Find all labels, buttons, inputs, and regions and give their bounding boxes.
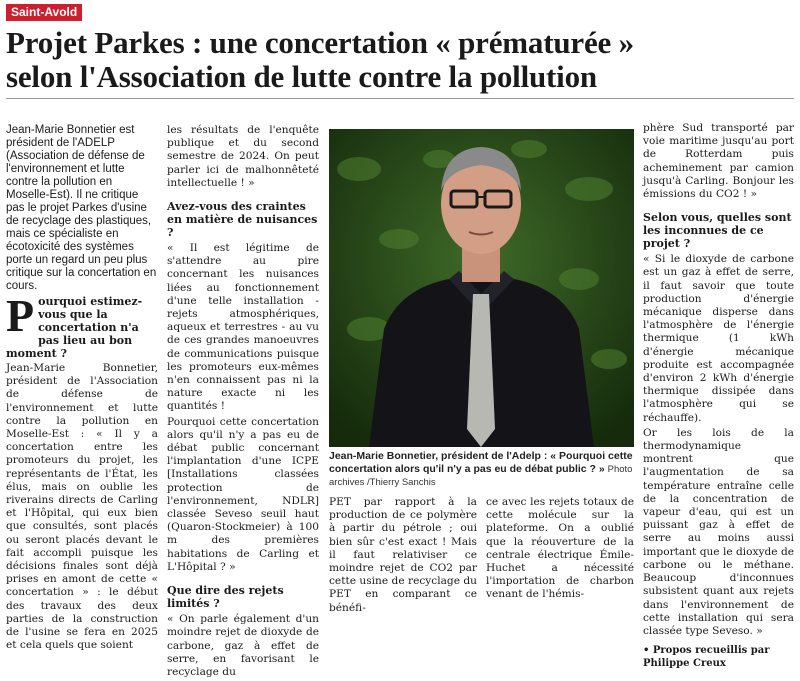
article-column-2 bbox=[167, 124, 319, 681]
answer-3-end: phère Sud transporté par voie maritime jusqu'au port de Rotterdam puis acheminement par camion jusqu'à Carling. Bonjour les émissions du CO2 ! » bbox=[643, 122, 794, 201]
headline-rule bbox=[6, 98, 794, 99]
answer-4: « Si le dioxyde de carbone est un gaz à effet de serre, il faut savoir que toute production d'énergie mécanique disperse dans l'atmosphère de l'énergie thermique (1 kWh d'énergie mécanique produite est accompagnée d'environ 2 kWh d'énergie thermique dissipée dans l'atmosphère qui se réchauffe). bbox=[643, 253, 794, 424]
answer-3: « On parle également d'un moindre rejet de dioxyde de carbone, gaz à effet de serre, en favorisant le recyclage du bbox=[167, 613, 319, 678]
headline-line-1: Projet Parkes : une concertation « prématurée » bbox=[6, 25, 634, 60]
drop-cap: P bbox=[6, 290, 35, 341]
caption-text: Jean-Marie Bonnetier, président de l'Adelp : « Pourquoi cette concertation alors qu'il n'y a pas eu de débat public ? » bbox=[329, 450, 633, 475]
answer-2: « Il est légitime de s'attendre au pire concernant les nuisances liées au fonctionnement d'une telle installation - rejets atmosphériques, aqueux et terrestres - au vu de ces grandes manoeuvres de communications puisque les promoteurs eux-mêmes n'en connaissent pas ni la nature exacte ni les quantités ! bbox=[167, 242, 319, 413]
lead-paragraph: Jean-Marie Bonnetier est président de l'ADELP (Association de défense de l'environnement et lutte contre la pollution en Moselle-Est). Il ne critique pas le projet Parkes d'usine de recyclage des plastiques, mais ce spécialiste en écotoxicité des systèmes porte un regard un peu plus critique sur la concertation en cours. bbox=[6, 124, 157, 292]
under-photo-column-a: PET par rapport à la production de ce polymère à partir du pétrole ; oui bien sûr c'est exact ! Mais il faut relativiser ce moindre rejet de CO2 par cette usine de recyclage du PET en comparant ce bénéfi- bbox=[329, 496, 477, 614]
answer-2-cont: Pourquoi cette concertation alors qu'il n'y a pas eu de débat public concernant l'implantation d'une ICPE [Installations classées protection de l'environnement, NDLR] classée Seveso seuil haut (Quaron-Stockmeier) à 100 m des premières habitations de Carling et L'Hôpital ? » bbox=[167, 415, 319, 573]
question-1-text: ourquoi estimez-vous que la concertation n'a pas lieu au bon moment ? bbox=[6, 295, 143, 360]
under-photo-column-b: ce avec les rejets totaux de cette molécule sur la plateforme. On a oublié que la réouverture de la centrale électrique Émile-Huchet a nécessité l'importation de charbon venant de l'hémis- bbox=[486, 496, 634, 601]
question-3: Que dire des rejets limités ? bbox=[167, 584, 284, 611]
answer-1: Jean-Marie Bonnetier, président de l'Association de défense de l'environnement et lutte contre la pollution en Moselle-Est : « Il y a concertation entre les promoteurs du projet, les représentants de l'État, les élus, mais on oublie les riverains directs de Carling et l'Hôpital, qui eux bien que consultés, sont placés ou seront placés devant le fait accompli puisque les décisions finales sont déjà prises en amont de cette « concertation » : le début des travaux des deux parties de la construction de l'usine se fera en 2025 et cela quels que soient bbox=[6, 362, 158, 652]
answer-4-cont: Or les lois de la thermodynamique montrent que l'augmentation de sa température entraîne celle de la concentration de vapeur d'eau, qui est un puissant gaz à effet de serre au moins aussi important que le dioxyde de carbone ou le méthane. Beaucoup d'inconnues subsistent quant aux rejets dans l'environnement de cette installation qui sera classée type Seveso. » bbox=[643, 426, 794, 637]
article-column-1 bbox=[6, 124, 158, 654]
question-1 bbox=[6, 290, 158, 360]
question-2: Avez-vous des craintes en matière de nuisances ? bbox=[167, 200, 318, 240]
section-tag: Saint-Avold bbox=[6, 4, 82, 21]
portrait-photo bbox=[329, 129, 634, 447]
photo-caption bbox=[329, 450, 634, 489]
headline bbox=[6, 26, 796, 94]
question-4: Selon vous, quelles sont les inconnues de ce projet ? bbox=[643, 211, 792, 251]
portrait-illustration bbox=[329, 129, 634, 447]
headline-line-2: selon l'Association de lutte contre la pollution bbox=[6, 59, 597, 94]
byline-credit: • Propos recueillis par Philippe Creux bbox=[643, 645, 770, 670]
under-photo-columns bbox=[329, 496, 634, 615]
article-column-4 bbox=[643, 122, 794, 673]
answer-1-end: les résultats de l'enquête publique et du second semestre de 2024. On peut parler ici de malhonnêteté intellectuelle ! » bbox=[167, 124, 319, 189]
caption-source: Photo archives /Thierry Sanchis bbox=[329, 464, 633, 488]
